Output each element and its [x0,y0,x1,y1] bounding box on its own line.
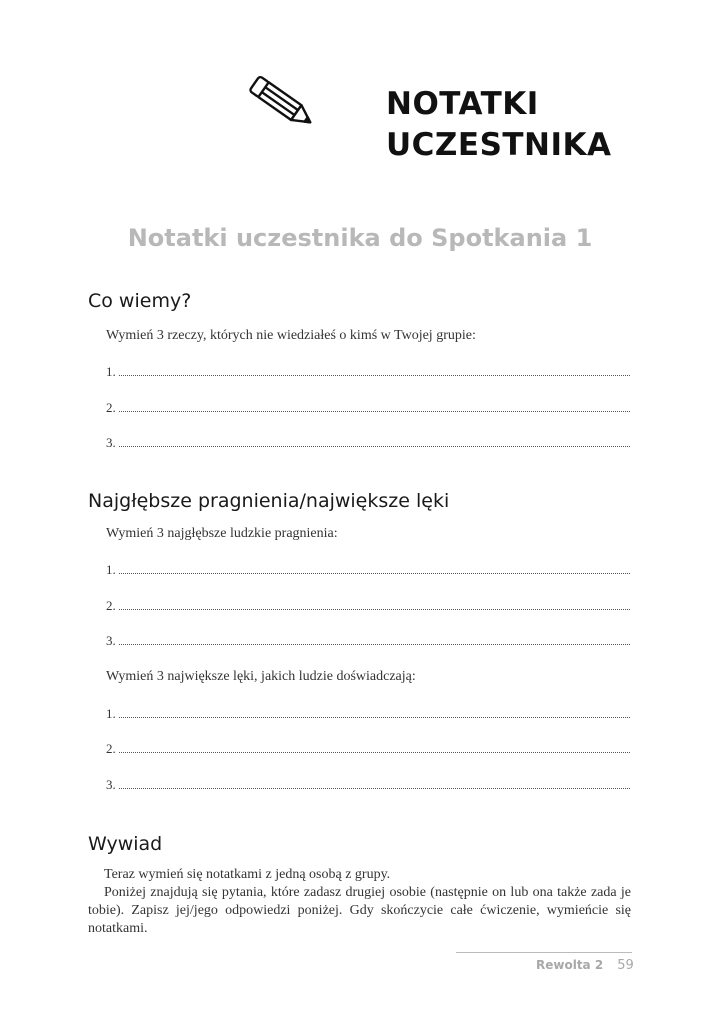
answer-line[interactable] [106,741,630,757]
answer-line[interactable] [106,364,630,380]
answer-number: 2. [106,400,116,415]
answer-number: 2. [106,598,116,613]
section-heading-co-wiemy: Co wiemy? [88,290,192,312]
section-heading-pragnienia-leki: Najgłębsze pragnienia/największe lęki [88,490,450,512]
answer-line[interactable] [106,706,630,722]
section2-prompt-fears: Wymień 3 największe lęki, jakich ludzie doświadczają: [106,669,416,684]
footer-divider [456,952,632,953]
section1-prompt: Wymień 3 rzeczy, których nie wiedziałeś o kimś w Twojej grupie: [106,328,476,343]
answer-line[interactable] [106,633,630,649]
answer-number: 3. [106,777,116,792]
answer-number: 3. [106,435,116,450]
book-title: Rewolta 2 [536,958,604,972]
answer-line[interactable] [106,777,630,793]
answer-line[interactable] [106,562,630,578]
interview-instructions [88,866,631,938]
page-footer [536,958,634,973]
page-number: 59 [617,958,634,973]
answer-line[interactable] [106,435,630,451]
page-title [386,84,612,166]
section-heading-wywiad: Wywiad [88,833,163,855]
title-line-2: UCZESTNIKA [386,127,612,163]
answer-line[interactable] [106,400,630,416]
title-line-1: NOTATKI [386,86,539,122]
page-subtitle: Notatki uczestnika do Spotkania 1 [127,224,593,252]
answer-number: 1. [106,562,116,577]
answer-number: 3. [106,633,116,648]
answer-line[interactable] [106,598,630,614]
answer-number: 2. [106,741,116,756]
answer-number: 1. [106,706,116,721]
interview-paragraph-2: Poniżej znajdują się pytania, które zadasz drugiej osobie (następnie on lub ona także zada je tobie). Zapisz jej/jego odpowiedzi poniżej. Gdy skończycie całe ćwiczenie, wymieńcie się notatkami. [88,885,631,936]
pencil-icon [244,72,324,136]
interview-paragraph-1: Teraz wymień się notatkami z jedną osobą z grupy. [104,867,391,882]
answer-number: 1. [106,364,116,379]
section2-prompt-desires: Wymień 3 najgłębsze ludzkie pragnienia: [106,526,338,541]
